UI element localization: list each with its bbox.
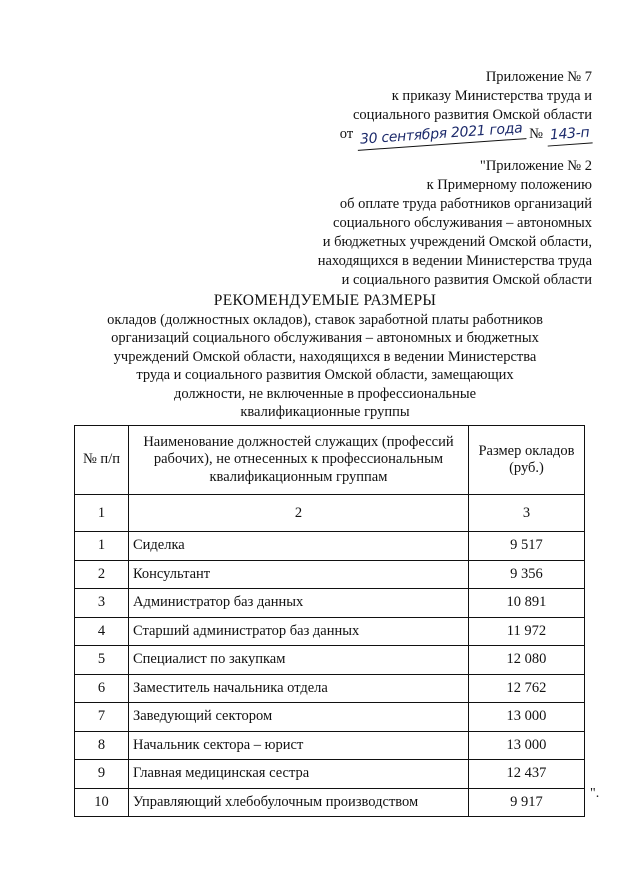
heading-line-5: должности, не включенные в профессиональные bbox=[173, 385, 477, 402]
column-index-3: 3 bbox=[468, 495, 584, 532]
row-position: Администратор баз данных bbox=[128, 589, 468, 618]
appendix-7-block bbox=[339, 68, 592, 148]
handwritten-date: 30 сентября 2021 года bbox=[356, 119, 526, 151]
row-num: 7 bbox=[75, 703, 129, 732]
table-row bbox=[75, 617, 585, 646]
appendix-2-line-6: находящихся в ведении Министерства труда bbox=[317, 253, 592, 269]
table-row bbox=[75, 760, 585, 789]
document-heading bbox=[60, 292, 590, 422]
row-position: Управляющий хлебобулочным производством bbox=[128, 788, 468, 817]
header-salary: Размер окладов (руб.) bbox=[468, 426, 584, 495]
document-title: РЕКОМЕНДУЕМЫЕ РАЗМЕРЫ bbox=[213, 292, 437, 309]
row-salary: 12 080 bbox=[468, 646, 584, 675]
row-salary: 13 000 bbox=[468, 703, 584, 732]
column-index-1: 1 bbox=[75, 495, 129, 532]
appendix-2-line-5: и бюджетных учреждений Омской области, bbox=[322, 234, 592, 250]
row-position: Заведующий сектором bbox=[128, 703, 468, 732]
heading-line-6: квалификационные группы bbox=[240, 404, 410, 420]
row-num: 8 bbox=[75, 731, 129, 760]
salary-table bbox=[74, 425, 585, 817]
row-salary: 9 917 bbox=[468, 788, 584, 817]
row-num: 9 bbox=[75, 760, 129, 789]
appendix-7-ministry-line: социального развития Омской области bbox=[353, 107, 592, 123]
row-num: 6 bbox=[75, 674, 129, 703]
row-position: Специалист по закупкам bbox=[128, 646, 468, 675]
column-index-2: 2 bbox=[128, 495, 468, 532]
appendix-7-order-line: к приказу Министерства труда и bbox=[391, 88, 592, 104]
row-num: 2 bbox=[75, 560, 129, 589]
appendix-2-block bbox=[318, 157, 592, 290]
row-salary: 13 000 bbox=[468, 731, 584, 760]
appendix-7-date-line bbox=[339, 120, 592, 148]
table-header-row bbox=[75, 426, 585, 495]
number-label: № bbox=[529, 126, 543, 142]
table-row bbox=[75, 589, 585, 618]
heading-line-2: организаций социального обслуживания – автономных и бюджетных bbox=[111, 330, 539, 346]
row-salary: 9 517 bbox=[468, 532, 584, 561]
appendix-7-title: Приложение № 7 bbox=[485, 69, 592, 85]
row-position: Старший администратор баз данных bbox=[128, 617, 468, 646]
table-row bbox=[75, 532, 585, 561]
row-position: Заместитель начальника отдела bbox=[128, 674, 468, 703]
row-num: 1 bbox=[75, 532, 129, 561]
date-prefix: от bbox=[339, 126, 354, 142]
row-salary: 12 437 bbox=[468, 760, 584, 789]
closing-quote: ". bbox=[590, 786, 600, 801]
header-num: № п/п bbox=[75, 426, 129, 495]
appendix-2-line-4: социального обслуживания – автономных bbox=[333, 215, 592, 231]
row-position: Главная медицинская сестра bbox=[128, 760, 468, 789]
row-num: 10 bbox=[75, 788, 129, 817]
table-row bbox=[75, 646, 585, 675]
heading-line-3: учреждений Омской области, находящихся в ведении Министерства bbox=[113, 348, 537, 365]
table-row bbox=[75, 674, 585, 703]
row-salary: 10 891 bbox=[468, 589, 584, 618]
appendix-2-title: "Приложение № 2 bbox=[479, 158, 592, 174]
table-row bbox=[75, 560, 585, 589]
header-position-name: Наименование должностей служащих (профессий рабочих), не отнесенных к профессиональным квалификационным группам bbox=[128, 426, 468, 495]
row-num: 3 bbox=[75, 589, 129, 618]
row-position: Консультант bbox=[128, 560, 468, 589]
column-index-row bbox=[75, 495, 585, 532]
row-position: Начальник сектора – юрист bbox=[128, 731, 468, 760]
handwritten-number: 143-п bbox=[546, 123, 593, 146]
row-num: 5 bbox=[75, 646, 129, 675]
heading-line-4: труда и социального развития Омской области, замещающих bbox=[136, 367, 514, 383]
heading-line-1: окладов (должностных окладов), ставок заработной платы работников bbox=[107, 311, 543, 328]
row-salary: 12 762 bbox=[468, 674, 584, 703]
row-salary: 9 356 bbox=[468, 560, 584, 589]
appendix-2-line-7: и социального развития Омской области bbox=[341, 272, 592, 288]
table-row bbox=[75, 731, 585, 760]
table-row bbox=[75, 703, 585, 732]
row-position: Сиделка bbox=[128, 532, 468, 561]
appendix-2-line-2: к Примерному положению bbox=[426, 177, 592, 193]
row-salary: 11 972 bbox=[468, 617, 584, 646]
row-num: 4 bbox=[75, 617, 129, 646]
table-row bbox=[75, 788, 585, 817]
appendix-2-line-3: об оплате труда работников организаций bbox=[339, 196, 592, 212]
